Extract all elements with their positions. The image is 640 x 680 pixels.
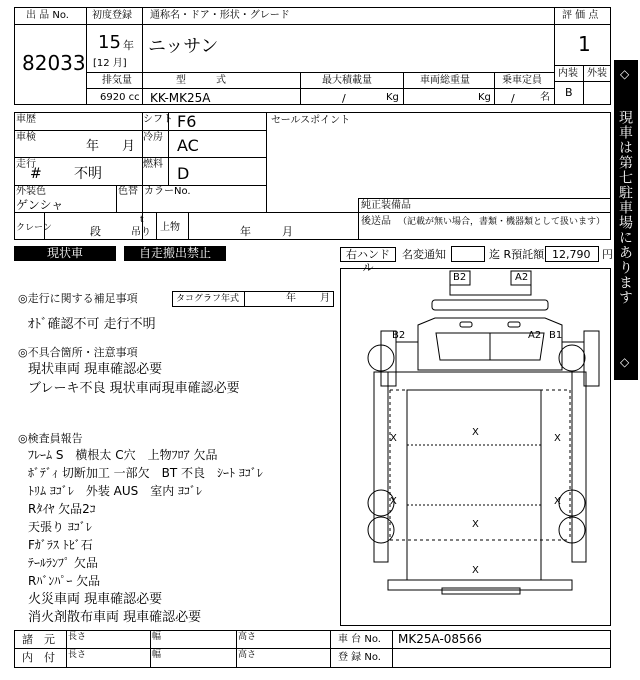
aircon-value: AC [177, 136, 199, 155]
inspection-label: 車検 [16, 132, 36, 143]
self-drive-banned-badge: 自走搬出禁止 [124, 246, 226, 261]
shift-label: シフト [143, 114, 173, 125]
damage-x-mark: X [554, 433, 561, 444]
crane-label: クレーン [16, 223, 52, 233]
documents-note: （記載が無い場合，書類・機器類として扱います） [398, 217, 606, 227]
equipment-label: 純正装備品 [361, 200, 411, 211]
aircon-label: 冷房 [143, 132, 163, 143]
height-label: 高さ [238, 650, 257, 660]
banner-bottom-mark: ◇ [620, 355, 630, 369]
b2-side-label: B2 [392, 330, 406, 341]
score-label: 評 価 点 [562, 10, 599, 21]
banner-text: 現車は第七駐車場にあります [617, 110, 633, 305]
model-label: 型 式 [176, 75, 226, 86]
color-change-label: 色替 [118, 186, 138, 197]
inspector-line: 天張り ﾖｺﾞﾚ [28, 520, 92, 534]
name-change-label: 名変通知 [402, 248, 446, 261]
upper-year: 年 [240, 225, 251, 238]
max-load-value: / [342, 92, 346, 105]
inspector-line: Fｶﾞﾗｽ ﾄﾋﾞ石 [28, 538, 93, 552]
exterior-color-label: 外装色 [16, 186, 46, 197]
damage-x-mark: X [554, 496, 561, 507]
odometer-unit: 円 [602, 248, 613, 261]
damage-x-mark: X [472, 427, 479, 438]
chassis-number: MK25A-08566 [398, 632, 482, 646]
capacity-label: 乗車定員 [502, 75, 542, 86]
exterior-label: 外装 [587, 68, 607, 79]
lot-label: 出 品 No. [26, 10, 69, 21]
a2-side-label: A2 [528, 330, 542, 341]
inspector-line: ﾄﾘﾑ ﾖｺﾞﾚ 外装 AUS 室内 ﾖｺﾞﾚ [28, 484, 203, 498]
a2-top-label: A2 [515, 272, 529, 283]
max-load-unit: Kg [386, 92, 399, 103]
inspection-year: 年 [86, 139, 100, 154]
height-label: 高さ [238, 632, 257, 642]
odometer-label: 迄 R預託額 [489, 248, 545, 261]
inspector-line: ﾌﾚｰﾑ S 横根太 C穴 上物ﾌﾛｱ 欠品 [28, 448, 218, 462]
upper-label: 上物 [160, 222, 180, 233]
defect-line: ブレーキ不良 現状車両現車確認必要 [28, 381, 240, 396]
car-name: ニッサン [148, 36, 219, 57]
inspector-title: ◎検査員報告 [18, 432, 83, 445]
displacement-value: 6920 cc [100, 92, 140, 103]
b2-top-label: B2 [453, 272, 467, 283]
header-frame [14, 7, 611, 105]
registration-label: 初度登録 [92, 10, 132, 21]
width-label: 幅 [152, 650, 162, 660]
name-change-box [451, 246, 485, 262]
inspector-line: 消火剤散布車両 現車確認必要 [28, 610, 202, 625]
current-state-badge: 現状車 [14, 246, 116, 261]
model-value: KK-MK25A [150, 91, 211, 105]
tacho-label: タコグラフ年式 [176, 294, 240, 304]
displacement-label: 排気量 [102, 75, 132, 86]
supplement-line: ｵﾄﾞ確認不可 走行不明 [28, 317, 156, 332]
shoyo-label: 諸 元 [22, 633, 55, 646]
inspector-line: Rﾊﾞﾝﾊﾟｰ 欠品 [28, 574, 101, 588]
banner-top-mark: ◇ [620, 67, 630, 81]
inspector-line: Rﾀｲﾔ 欠品2ｺ [28, 502, 96, 516]
inspector-line: ﾎﾞﾃﾞｨ 切断加工 一部欠 BT 不良 ｼｰﾄ ﾖｺﾞﾚ [28, 466, 263, 480]
exterior-color-value: ゲンシャ [16, 198, 64, 212]
length-label: 長さ [68, 650, 87, 660]
damage-x-mark: X [390, 496, 397, 507]
defect-title: ◎不具合箇所・注意事項 [18, 346, 138, 359]
length-label: 長さ [68, 632, 87, 642]
b1-side-label: B1 [549, 330, 563, 341]
width-label: 幅 [152, 632, 162, 642]
footer-frame [14, 630, 611, 668]
registration-year: 15 [98, 32, 121, 53]
right-handle-box: 右ハンドル [340, 247, 396, 262]
gross-weight-unit: Kg [478, 92, 491, 103]
mileage-mark: # [30, 166, 42, 182]
shift-value: F6 [177, 112, 197, 131]
interior-score: B [565, 86, 573, 99]
gross-weight-value: / [511, 92, 515, 105]
registration-no-label: 登 録 No. [338, 652, 381, 663]
damage-x-mark: X [472, 565, 479, 576]
gross-weight-label: 車両総重量 [420, 75, 470, 86]
inspection-month: 月 [122, 139, 136, 154]
mileage-value: 不明 [74, 166, 102, 182]
chassis-label: 車 台 No. [338, 634, 381, 645]
defect-line: 現状車両 現車確認必要 [28, 362, 163, 377]
mileage-label: 走行 [16, 159, 36, 170]
history-label: 車歴 [16, 114, 36, 125]
tacho-month: 月 [320, 293, 330, 304]
upper-month: 月 [282, 225, 293, 238]
color-code-label: カラーNo. [144, 186, 191, 197]
side-banner [614, 60, 638, 380]
supplement-title: ◎走行に関する補足事項 [18, 292, 138, 305]
fuel-label: 燃料 [143, 159, 163, 170]
fuel-value: D [177, 164, 190, 183]
selling-points-label: セールスポイント [271, 115, 351, 126]
documents-label: 後送品 [361, 216, 391, 227]
capacity-unit: 名 [540, 92, 550, 103]
tacho-year: 年 [286, 293, 296, 304]
damage-x-mark: X [472, 519, 479, 530]
interior-label: 内装 [558, 68, 578, 79]
inspector-line: 火災車両 現車確認必要 [28, 592, 163, 607]
odometer-value: 12,790 [552, 248, 591, 261]
interior-attach-label: 内 付 [22, 651, 55, 664]
crane-ton: t [140, 215, 144, 225]
score-value: 1 [578, 32, 591, 56]
registration-month: [12 月] [93, 58, 127, 69]
damage-x-mark: X [390, 433, 397, 444]
inspector-line: ﾃｰﾙﾗﾝﾌﾟ 欠品 [28, 556, 98, 570]
registration-year-unit: 年 [123, 39, 134, 52]
max-load-label: 最大積載量 [322, 75, 372, 86]
crane-lift: 吊り [131, 227, 151, 238]
lot-number: 82033 [22, 51, 86, 75]
crane-stage: 段 [90, 225, 101, 238]
car-name-label: 通称名・ドア・形状・グレード [150, 10, 290, 21]
